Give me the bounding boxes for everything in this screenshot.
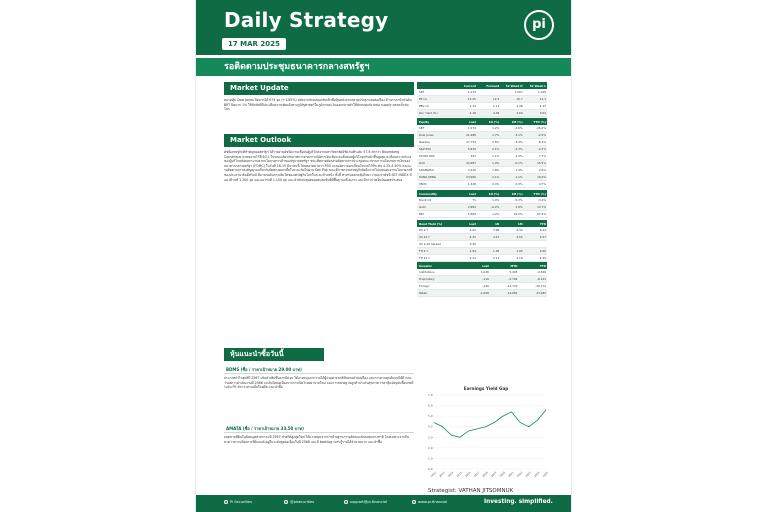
table-row <box>417 204 547 211</box>
table-row <box>417 132 547 139</box>
table-cell: 1.9% <box>492 161 500 165</box>
table-cell: SET <box>419 126 425 130</box>
table-cell: 1.95 <box>516 249 523 253</box>
table-header-cell: YTD <box>539 221 546 226</box>
table-header-cell: 52 Week L <box>529 83 546 88</box>
table-cell: HANG SENG <box>419 175 436 179</box>
table-row <box>417 181 547 188</box>
y-tick-label: 4.0 <box>428 424 433 429</box>
table-header-cell: 1D <box>494 221 500 226</box>
table-cell: 1.13 <box>493 104 500 108</box>
table-cell: SHANGHAI <box>419 168 434 172</box>
table-cell: US 10 Y <box>419 235 430 239</box>
table-row <box>417 103 547 110</box>
x-tick-label: 2019 <box>490 471 498 479</box>
earnings-yield-gap-chart <box>422 383 550 483</box>
x-tick-label: 2016 <box>464 471 472 479</box>
table-cell: 1.2% <box>492 126 500 130</box>
table-cell: 22,987 <box>466 161 476 165</box>
table-header-cell: 1M (%) <box>511 119 523 124</box>
table-cell: 4.02 <box>469 228 476 232</box>
table-cell: 4.55 <box>516 235 523 239</box>
table-cell: 43,182 <box>536 291 547 295</box>
company-icon <box>224 500 228 504</box>
table-header-cell: YTD (%) <box>533 119 546 124</box>
table-cell: 2.11 <box>469 256 476 260</box>
table-cell: -2.5% <box>537 133 546 137</box>
x-tick-label: 2022 <box>516 471 524 479</box>
y-tick-label: 1.0 <box>428 456 433 461</box>
table-cell: 3.96 <box>493 228 500 232</box>
chart-title: Earnings Yield Gap <box>463 386 509 391</box>
table-header-cell: MTD <box>510 263 518 268</box>
table-cell: 1.14 <box>469 104 476 108</box>
x-tick-label: 2017 <box>473 471 481 479</box>
table-cell: 4.18 <box>469 111 476 115</box>
table-row <box>417 125 547 132</box>
table-cell: 1,046 <box>480 270 489 274</box>
table-row <box>417 255 547 262</box>
footer-item-website[interactable]: www.pi.financial <box>412 500 447 504</box>
globe-icon <box>412 500 416 504</box>
report-title: Daily Strategy <box>224 8 389 32</box>
table-cell: 1.8% <box>492 168 500 172</box>
table-header-cell: 1M <box>517 221 523 226</box>
table-header-cell: Bond Yield (%) <box>419 221 443 226</box>
table-cell: -3.4% <box>537 198 546 202</box>
table-header-cell: Forward <box>486 83 500 88</box>
y-tick-label: 6.0 <box>428 403 433 408</box>
table-cell: 2.1% <box>492 175 500 179</box>
table-cell: 2.13 <box>493 256 500 260</box>
table-cell: 2.1% <box>492 147 500 151</box>
table-cell: US 2-10 Spread <box>419 242 441 246</box>
table-cell: Gold <box>419 205 426 209</box>
table-header-row <box>417 190 547 197</box>
table-cell: -1.2% <box>514 154 523 158</box>
table-row <box>417 153 547 160</box>
table-cell: 4.27 <box>493 235 500 239</box>
headline-banner: รอติดตามประชุมธนาคารกลางสหรัฐฯ <box>196 58 572 76</box>
table-cell: 13.25 <box>467 97 476 101</box>
table-header-row <box>417 82 547 89</box>
table-cell: 3.69 <box>516 111 523 115</box>
table-cell: 67.4% <box>537 212 546 216</box>
recommend-label-amata: AMATA (ซื้อ / ราคาเป้าหมาย 33.50 บาท) <box>226 426 304 431</box>
market-outlook-text: ดัชนีเศรษฐกิจที่สำคัญของสหรัฐฯ ได้รายงานดัชนีความเชื่อมั่นผู้บริโภคจากมหาวิทยาลัยมิชิแกนที่ระดับ 57.9 ต่ำกว่า Bloomberg Consensus คาดหมายไว้ที่ 63.1 ในขณะเดียวกันภาพการคาดการณ์อัตราเงินเฟ้อระยะสั้นของผู้บริโภคปรับตัวขึ้นสูงสุด สะท้อนความกังวลของผู้บริโภคต่อผลกระทบจากนโยบายการค้าของรัฐบาลสหรัฐฯ ขณะที่ตลาดยังคงรอติดตามการประชุมคณะกรรมการนโยบายการเงินของธนาคารกลางสหรัฐฯ (FOMC) ในวันที่ 18-19 มีนาคมนี้ โดยตลาดคาดว่า FED จะคงอัตราดอกเบี้ยนโยบายไว้ที่ระดับ 4.25-4.50% และจะรอติดตามการส่งสัญญาณเกี่ยวกับทิศทางดอกเบี้ยในระยะถัดไปผ่าน Dot Plot ขณะที่ภาพรวมเศรษฐกิจยังมีความไม่แน่นอนจากนโยบายภาษีของประธานาธิบดีทรัมป์ ที่อาจกดดันการเติบโตของเศรษฐกิจโลกในระยะข้างหน้า ทั้งนี้ สำหรับตลาดหุ้นไทย เรามองว่าดัชนี SET INDEX มีแนวต้านที่ 1,200 จุด และแนวรับที่ 1,150 จุด แนะนำนักลงทุนทยอยสะสมหุ้นที่มีพื้นฐานแข็งแกร่ง และมีการจ่ายเงินปันผลสม่ำเสมอ <box>224 150 413 182</box>
report-header <box>196 0 572 55</box>
table-header-cell: Current <box>463 83 476 88</box>
table-cell: PE (x) <box>419 97 428 101</box>
table-cell: 7.7% <box>538 154 546 158</box>
table-cell: 0.30 <box>469 242 476 246</box>
table-row <box>417 234 547 241</box>
table-cell: 1,669 <box>467 212 476 216</box>
table-row <box>417 146 547 153</box>
table-cell: 1.0% <box>492 198 500 202</box>
x-tick-label: 2014 <box>447 471 455 479</box>
table-cell: US 2 Y <box>419 228 429 232</box>
footer-item-social[interactable]: @pisecurities <box>284 500 314 504</box>
table-cell: Div. Yield (%) <box>419 111 438 115</box>
divider <box>224 373 414 374</box>
footer-bar <box>196 495 572 512</box>
recommend-label-bdms: BDMS (ซื้อ / ราคาเป้าหมาย 29.00 บาท) <box>226 367 302 372</box>
x-tick-label: 2020 <box>499 471 506 479</box>
table-header-cell: Last <box>469 191 476 196</box>
table-cell: -2,704 <box>508 277 518 281</box>
table-cell: 2.9% <box>515 205 523 209</box>
table-cell: 16.7 <box>516 97 523 101</box>
table-cell: 2.19 <box>516 256 523 260</box>
mail-icon <box>344 500 348 504</box>
table-row <box>417 167 547 174</box>
table-row <box>417 248 547 255</box>
market-update-text: ตลาดหุ้น Dow Jones ปิดบวกได้ 674 จุด (+1.65%) หลังจากนักลงทุนกลับเข้าซื้อหุ้นหลังจากตลาดปรับฐานลงต่อเนื่อง ด้านราคาน้ำมันดิบ BRT ปิดบวก 1% ใช้ปัจจัยที่มีประเด็นความขัดแย้งทางภูมิรัฐศาสตร์ในภูมิภาคตะวันออกกลางทำให้นักลงทุนกังวลต่อ supply ตลาดน้ำมันโลก <box>224 98 412 112</box>
table-cell: -116 <box>482 277 489 281</box>
y-tick-label: 3.0 <box>428 435 433 440</box>
table-cell: 15.5% <box>537 161 546 165</box>
table-cell: TH 2 Y <box>419 249 429 253</box>
table-cell: 1,174 <box>467 126 476 130</box>
table-cell: -3.1% <box>514 133 523 137</box>
table-row <box>417 269 547 276</box>
table-cell: DAX <box>419 161 425 165</box>
x-tick-label: 2021 <box>507 471 515 479</box>
table-row <box>417 174 547 181</box>
social-icon <box>284 500 288 504</box>
table-cell: VN30 <box>419 182 427 186</box>
y-tick-label: 7.0 <box>428 393 433 397</box>
table-cell: -4.1% <box>537 147 546 151</box>
table-cell: -120 <box>482 284 489 288</box>
table-cell: Retail <box>419 291 427 295</box>
table-cell: 0.3% <box>515 182 523 186</box>
recommend-heading: หุ้นแนะนำซื้อวันนี้ <box>224 348 324 361</box>
table-cell: 1.94 <box>469 249 476 253</box>
table-row <box>417 96 547 103</box>
table-row <box>417 110 547 117</box>
table-cell: 41,488 <box>466 133 476 137</box>
strategist-name: Strategist: VATHAN JITSOMNUK <box>428 488 514 494</box>
table-cell: 2.25 <box>539 256 546 260</box>
table-cell: 1.48 <box>516 104 523 108</box>
equity-table <box>417 118 547 188</box>
table-cell: Nasdaq <box>419 140 430 144</box>
divider <box>224 432 414 433</box>
table-cell: 2,984 <box>467 205 476 209</box>
table-cell: 1,148 <box>537 90 546 94</box>
footer-item-email[interactable]: support@pi.financial <box>344 500 387 504</box>
table-cell: 4.31 <box>469 235 476 239</box>
table-row <box>417 227 547 234</box>
valuation-table <box>417 82 547 117</box>
table-cell: 1.4% <box>515 168 523 172</box>
table-cell: Proprietary <box>419 277 435 281</box>
report-date: 17 MAR 2025 <box>222 38 286 50</box>
table-cell: 17,754 <box>466 140 476 144</box>
table-cell: Dow Jones <box>419 133 434 137</box>
table-cell: -16.2% <box>536 126 546 130</box>
table-cell: 1.7% <box>492 133 500 137</box>
table-cell: Brent Oil <box>419 198 432 202</box>
commodity-table <box>417 190 547 218</box>
table-cell: -1,008 <box>479 291 489 295</box>
table-header-cell: 1D (%) <box>488 191 500 196</box>
table-cell: Institutions <box>419 270 435 274</box>
table-cell: -5.3% <box>514 198 523 202</box>
recommend-text-bdms: ประกาศกำไรสุทธิปี 2567 ปรับตัวเพิ่มขึ้นจากปีก่อน ได้แรงหนุนจากรายได้ผู้ป่วยต่างชาติที่ขยายตัวต่อเนื่อง และการควบคุมต้นทุนได้ดี คาดว่าผลการดำเนินงานปี 2568 จะเติบโตต่อเนื่องจากการเปิดโรงพยาบาลใหม่ และการขยายฐานลูกค้าประกันสุขภาพ ราคาหุ้นปัจจุบันซื้อขายที่ระดับ PE ต่ำกว่าค่าเฉลี่ยในอดีต แนะนำซื้อ <box>224 376 414 390</box>
footer-tagline: Investing. simplified. <box>484 499 553 505</box>
table-cell: 5,639 <box>467 147 476 151</box>
table-cell: 14,081 <box>507 291 518 295</box>
x-tick-label: 2023 <box>525 471 532 479</box>
table-cell: -0.1% <box>514 161 523 165</box>
table-row <box>417 283 547 290</box>
table-row <box>417 197 547 204</box>
table-row <box>417 211 547 218</box>
bond-yield-table <box>417 220 547 262</box>
table-row <box>417 89 547 96</box>
table-cell: STOXX 600 <box>419 154 435 158</box>
investor-flow-table <box>417 262 547 297</box>
table-cell: -12,770 <box>506 284 518 288</box>
table-header-cell: 1M (%) <box>511 191 523 196</box>
table-header-row <box>417 118 547 125</box>
table-header-cell: 1D (%) <box>488 119 500 124</box>
table-cell: -2.3% <box>514 147 523 151</box>
table-header-cell: Commodity <box>419 191 437 196</box>
table-cell: 2.6% <box>492 140 500 144</box>
table-cell: 12.5 <box>493 97 500 101</box>
table-cell: TH 10 Y <box>419 256 430 260</box>
table-row <box>417 241 547 248</box>
x-tick-label: 2018 <box>481 471 489 479</box>
table-cell: 547 <box>470 154 476 158</box>
table-cell: 23,960 <box>466 175 476 179</box>
table-row <box>417 276 547 283</box>
table-header-cell: Equity <box>419 119 430 124</box>
table-cell: 1,326 <box>467 182 476 186</box>
table-header-cell: YTD <box>539 263 547 268</box>
y-tick-label: 0.0 <box>428 467 433 471</box>
table-cell: S&P 500 <box>419 147 431 151</box>
table-cell: -3.4% <box>514 140 523 144</box>
table-cell: 1.2% <box>492 212 500 216</box>
market-update-heading: Market Update <box>224 82 414 95</box>
table-cell: 1,174 <box>467 90 476 94</box>
table-cell: -30,772 <box>535 284 547 288</box>
recommend-text-amata: ยอดขายที่ดินในนิคมอุตสาหกรรมปี 2567 ทำสถิติสูงสุดใหม่ ได้แรงหนุนจากการย้ายฐานการผลิตของนักลงทุนต่างชาติ โดยเฉพาะจากจีน คาดว่าความต้องการที่ดินจะยังอยู่ในระดับสูงต่อเนื่องในปี 2568 และมี backlog รอรับรู้รายได้จำนวนมาก แนะนำซื้อ <box>224 435 409 444</box>
table-cell: 0.4% <box>492 182 500 186</box>
table-cell: BDI <box>419 212 424 216</box>
table-cell: -8,141 <box>536 277 547 281</box>
table-cell: 2.00 <box>539 249 546 253</box>
table-header-cell: Last <box>469 221 476 226</box>
table-cell: -8.1% <box>537 140 546 144</box>
table-header-cell: Investor <box>419 263 433 268</box>
table-cell: 19.4% <box>537 175 546 179</box>
table-cell: 1.12 <box>539 104 546 108</box>
x-tick-label: 2015 <box>456 471 463 479</box>
report-sheet <box>195 0 572 512</box>
y-tick-label: 2.0 <box>428 445 433 450</box>
table-cell: 3,420 <box>467 168 476 172</box>
table-cell: 12.1 <box>539 97 546 101</box>
pi-logo-icon: pi <box>524 10 554 40</box>
table-cell: 1.1% <box>492 154 500 158</box>
table-cell: 71 <box>472 198 476 202</box>
table-cell: 1,507 <box>514 90 523 94</box>
table-cell: Foreign <box>419 284 430 288</box>
table-header-cell: Last <box>469 119 476 124</box>
table-cell: -2.6% <box>514 126 523 130</box>
footer-item-company[interactable]: Pi Securities <box>224 500 252 504</box>
table-header-cell: YTD (%) <box>533 191 546 196</box>
table-row <box>417 160 547 167</box>
table-cell: 4.36 <box>493 111 500 115</box>
table-header-cell: 52 Week H <box>505 83 523 88</box>
table-row <box>417 290 547 297</box>
table-cell: SET <box>419 90 425 94</box>
y-tick-label: 5.0 <box>428 414 433 419</box>
table-cell: 4.7% <box>538 182 546 186</box>
x-tick-label: 2013 <box>438 471 446 479</box>
table-cell: -4,369 <box>536 270 547 274</box>
x-tick-label: 2025 <box>542 471 550 479</box>
table-cell: 5,493 <box>509 270 518 274</box>
table-cell: 4.24 <box>539 228 546 232</box>
table-cell: -1.1% <box>514 175 523 179</box>
table-cell: 4.30 <box>516 228 523 232</box>
market-outlook-heading: Market Outlook <box>224 134 414 147</box>
table-cell: -0.2% <box>491 205 500 209</box>
table-cell: PBV (x) <box>419 104 430 108</box>
table-row <box>417 139 547 146</box>
table-cell: 1.95 <box>493 249 500 253</box>
table-cell: 4.57 <box>539 235 546 239</box>
table-cell: 13.7% <box>537 205 546 209</box>
x-tick-label: 2024 <box>533 471 541 479</box>
x-tick-label: 2012 <box>430 471 438 479</box>
table-cell: 19.2% <box>513 212 523 216</box>
table-cell: 2.0% <box>538 168 546 172</box>
table-header-row <box>417 220 547 227</box>
series-line <box>434 410 546 437</box>
table-cell: 3.04 <box>539 111 546 115</box>
table-header-row <box>417 262 547 269</box>
table-header-cell: Last <box>482 263 489 268</box>
